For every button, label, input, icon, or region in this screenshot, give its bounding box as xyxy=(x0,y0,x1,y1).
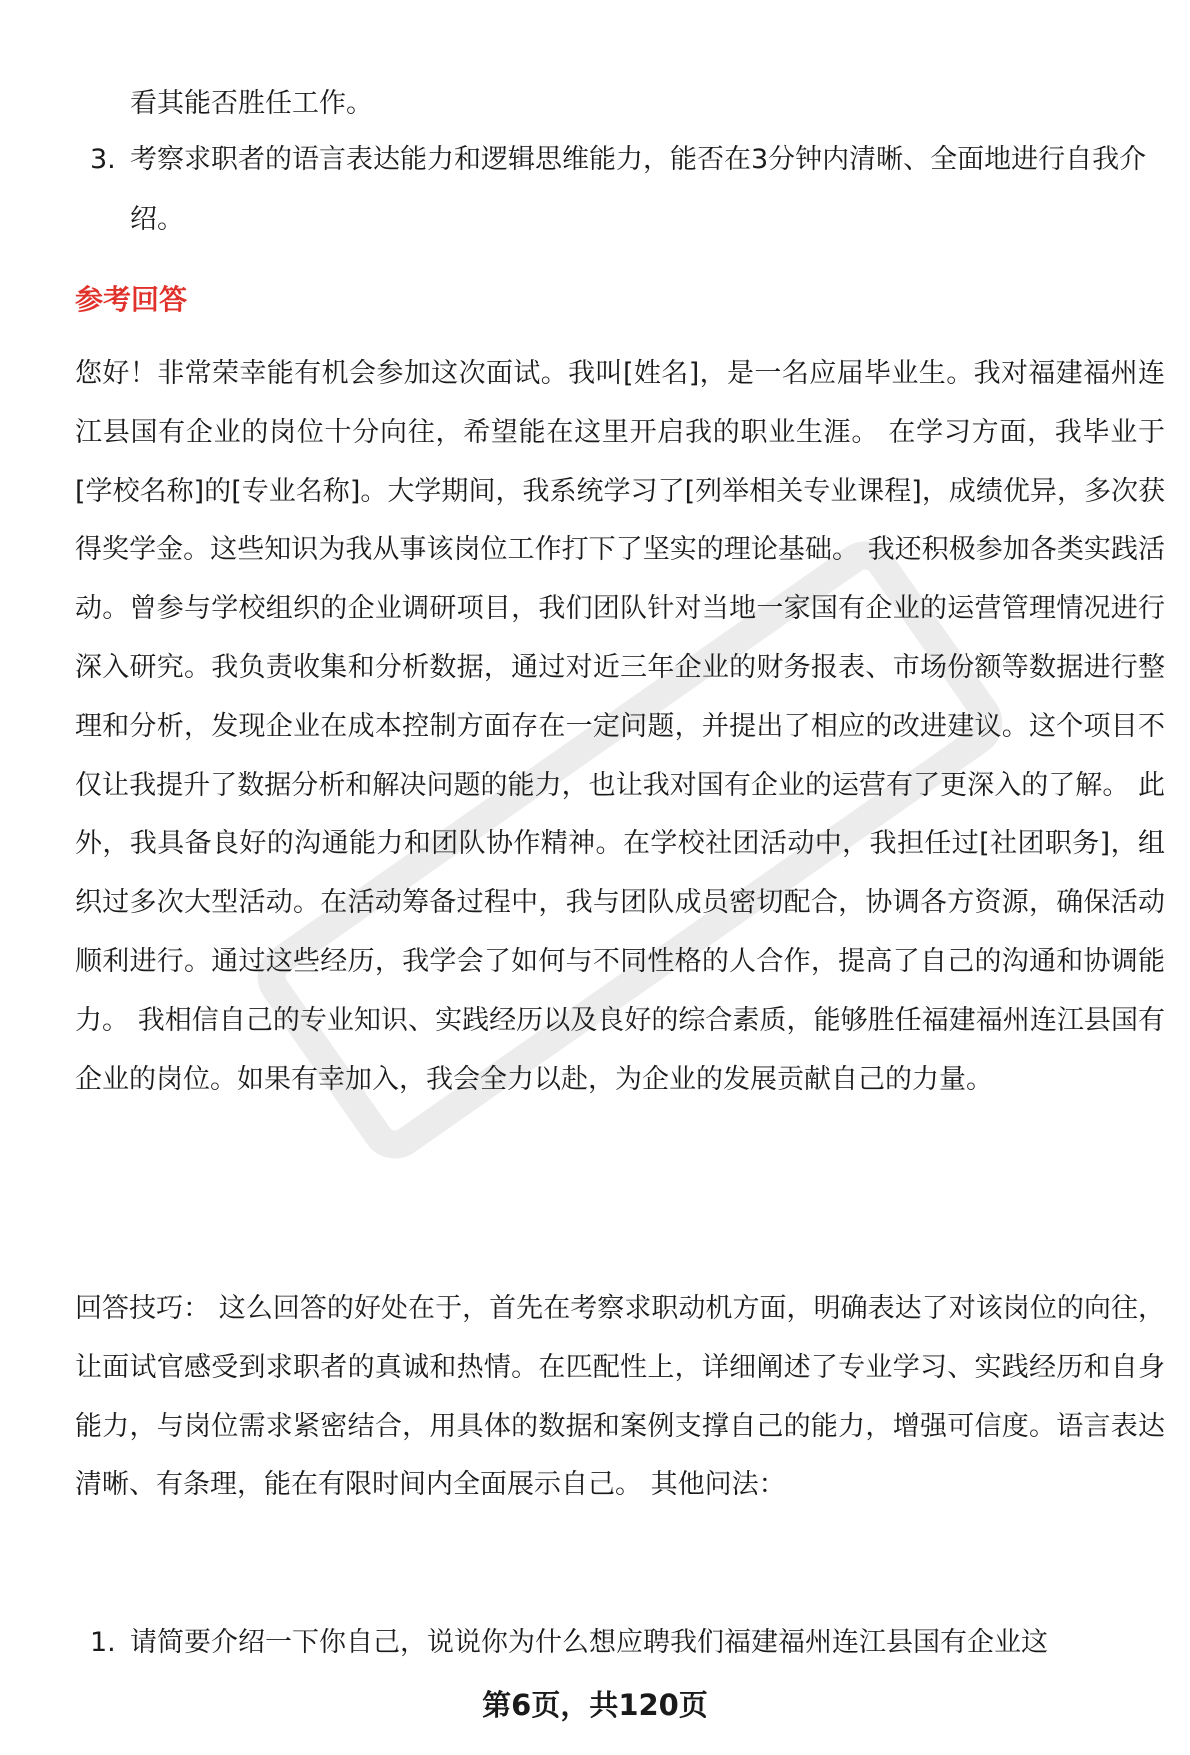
reference-answer-heading: 参考回答 xyxy=(75,283,188,316)
list-item-text: 考察求职者的语言表达能力和逻辑思维能力，能否在3分钟内清晰、全面地进行自我介绍。 xyxy=(130,144,1147,235)
list-number: 3. xyxy=(90,144,116,175)
list-item-3 xyxy=(90,130,1170,250)
reference-answer-paragraph: 您好！非常荣幸能有机会参加这次面试。我叫[姓名]，是一名应届毕业生。我对福建福州连江县国有企业的岗位十分向往，希望能在这里开启我的职业生涯。 在学习方面，我毕业于[学校名称]的[专业名称]。大学期间，我系统学习了[列举相关专业课程]，成绩优异，多次获得奖学金。这些知识为我从事该岗位工作打下了坚实的理论基础。 我还积极参加各类实践活动。曾参与学校组织的企业调研项目，我们团队针对当地一家国有企业的运营管理情况进行深入研究。我负责收集和分析数据，通过对近三年企业的财务报表、市场份额等数据进行整理和分析，发现企业在成本控制方面存在一定问题，并提出了相应的改进建议。这个项目不仅让我提升了数据分析和解决问题的能力，也让我对国有企业的运营有了更深入的了解。 此外，我具备良好的沟通能力和团队协作精神。在学校社团活动中，我担任过[社团职务]，组织过多次大型活动。在活动筹备过程中，我与团队成员密切配合，协调各方资源，确保活动顺利进行。通过这些经历，我学会了如何与不同性格的人合作，提高了自己的沟通和协调能力。 我相信自己的专业知识、实践经历以及良好的综合素质，能够胜任福建福州连江县国有企业的岗位。如果有幸加入，我会全力以赴，为企业的发展贡献自己的力量。 xyxy=(75,358,1165,1095)
list-item-text: 请简要介绍一下你自己，说说你为什么想应聘我们福建福州连江县国有企业这 xyxy=(130,1627,1048,1658)
list-number: 1. xyxy=(90,1627,116,1658)
answer-tips-paragraph: 回答技巧： 这么回答的好处在于，首先在考察求职动机方面，明确表达了对该岗位的向往，让面试官感受到求职者的真诚和热情。在匹配性上，详细阐述了专业学习、实践经历和自身能力，与岗位需求紧密结合，用具体的数据和案例支撑自己的能力，增强可信度。语言表达清晰、有条理，能在有限时间内全面展示自己。 其他问法： xyxy=(75,1293,1165,1501)
page-footer: 第6页，共120页 xyxy=(482,1688,708,1722)
list-item-1 xyxy=(90,1613,1170,1673)
list-item-continuation: 看其能否胜任工作。 xyxy=(130,88,373,119)
